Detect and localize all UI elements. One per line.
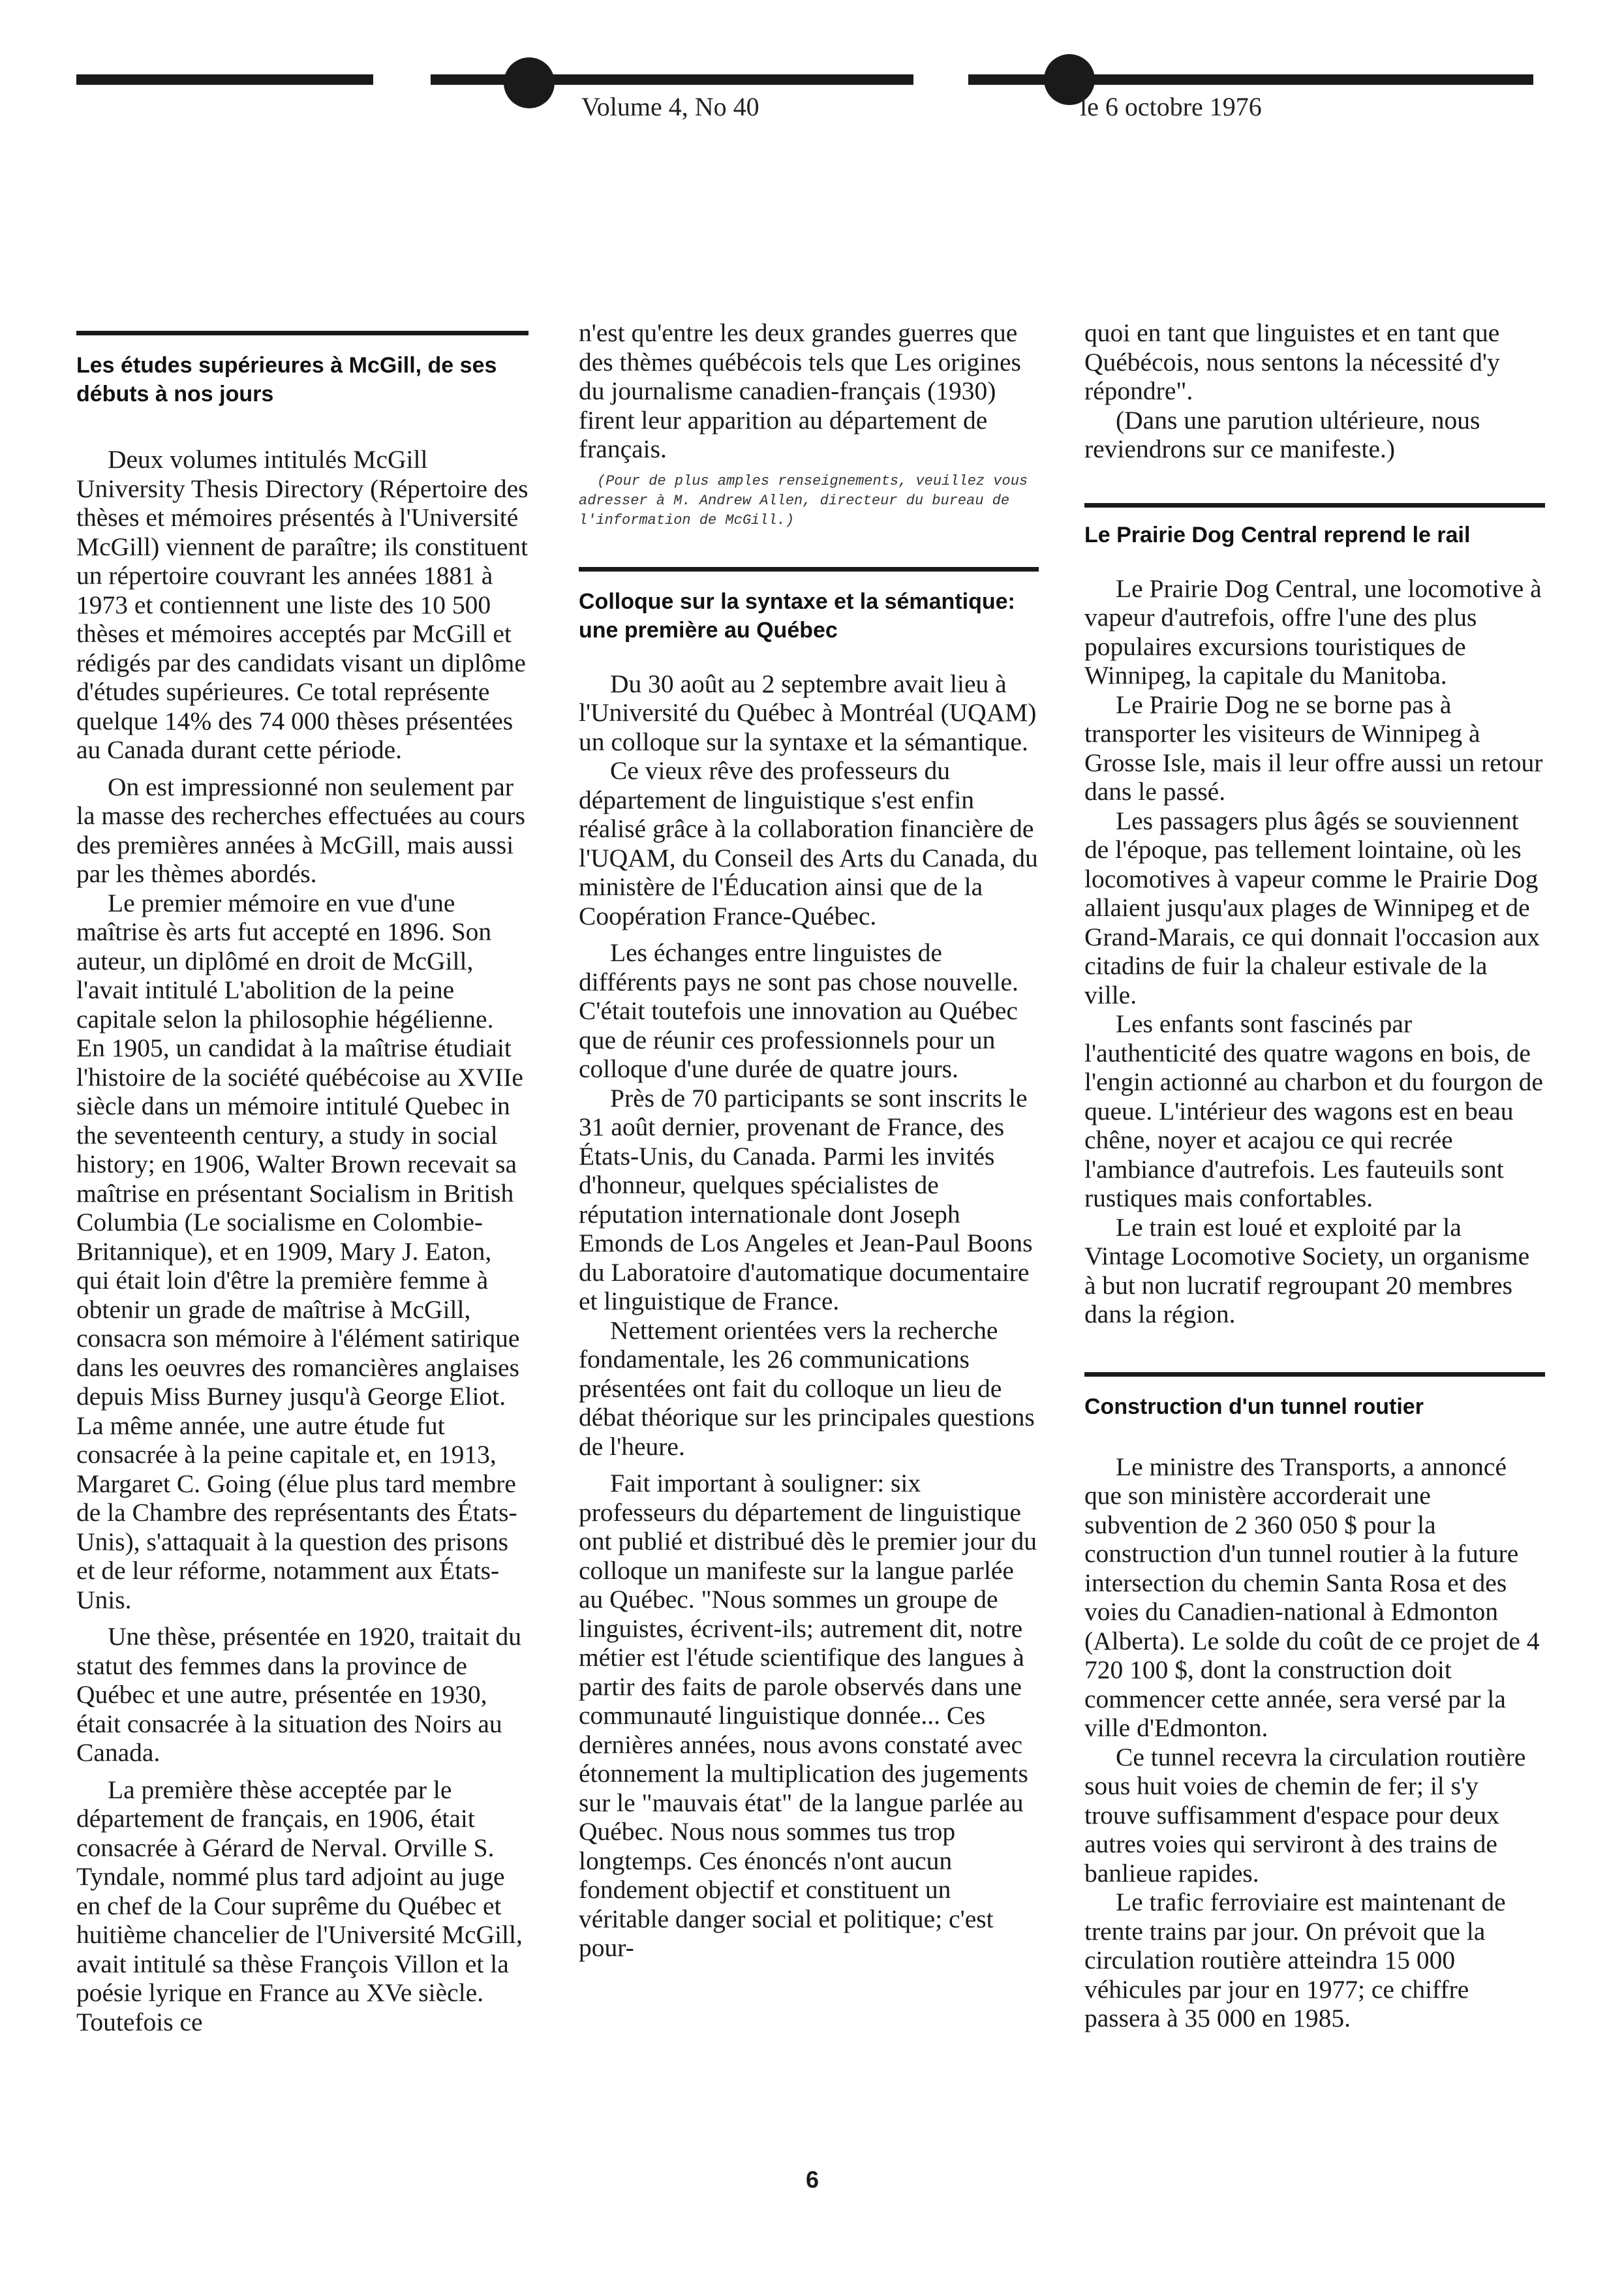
- paragraph: Les passagers plus âgés se souviennent de l'époque, pas tellement lointaine, où les locomotives à vapeur comme le Prairie Dog allaient jusqu'aux plages de Winnipeg et de Grand-Marais, ce qui donnait l'occasion aux citadins de fuir la chaleur estivale de la ville.: [1084, 806, 1540, 1009]
- paragraph: Le train est loué et exploité par la Vintage Locomotive Society, un organisme à but non lucratif regroupant 20 membres dans la région.: [1084, 1212, 1530, 1328]
- article-title-tunnel: Construction d'un tunnel routier: [1084, 1394, 1424, 1419]
- volume-number: Volume 4, No 40: [581, 92, 759, 121]
- paragraph: Deux volumes intitulés McGill University Thesis Directory (Répertoire des thèses et mémoires présentés à l'Université McGill) viennent de paraître; ils constituent un répertoire couvrant les années 1881 à 1973 et contiennent une liste des 10 500 thèses et mémoires acceptés par McGill et rédigés par des candidats visant un diplôme d'études supérieures. Ce total représente quelque 14% des 74 000 thèses présentées au Canada durant cette période.: [76, 445, 529, 764]
- paragraph: Près de 70 participants se sont inscrits le 31 août dernier, provenant de France, des États-Unis, du Canada. Parmi les invités d'honneur, quelques spécialistes de réputation internationale dont Joseph Emonds de Los Angeles et Jean-Paul Boons du Laboratoire d'automatique documentaire et linguistique de France.: [579, 1083, 1033, 1315]
- issue-date: le 6 octobre 1976: [1080, 92, 1262, 121]
- paragraph: Les échanges entre linguistes de différents pays ne sont pas chose nouvelle. C'était toutefois une innovation au Québec que de réunir ces professionnels pour un colloque d'une durée de quatre jours.: [579, 938, 1019, 1083]
- paragraph-continued: n'est qu'entre les deux grandes guerres que des thèmes québécois tels que Les origines du journalisme canadien-français (1930) firent leur apparition au département de français.: [579, 318, 1021, 463]
- header-rule-left: [76, 74, 373, 85]
- paragraph: Le Prairie Dog Central, une locomotive à vapeur d'autrefois, offre l'une des plus populaires excursions touristiques de Winnipeg, la capitale du Manitoba.: [1084, 574, 1542, 690]
- article-title-etudes: Les études supérieures à McGill, de ses débuts à nos jours: [76, 353, 497, 406]
- page-number: 6: [805, 2166, 820, 2193]
- header-rule-middle: [431, 74, 913, 85]
- article-rule: [1084, 503, 1545, 508]
- paragraph: Du 30 août au 2 septembre avait lieu à l'Université du Québec à Montréal (UQAM) un colloque sur la syntaxe et la sémantique.: [579, 669, 1037, 756]
- article-rule: [579, 567, 1039, 572]
- paragraph: Fait important à souligner: six professeurs du département de linguistique ont publié et distribué dès le premier jour du colloque un manifeste sur la langue parlée au Québec. "Nous sommes un groupe de linguistes, écrivent-ils; autrement dit, notre métier est l'étude scientifique des langues à partir des faits de parole observés dans une communauté linguistique donnée... Ces dernières années, nous avons constaté avec étonnement la multiplication des jugements sur le "mauvais état" de la langue parlée au Québec. Nous nous sommes tus trop longtemps. Ces énoncés n'ont aucun fondement objectif et constituent un véritable danger social et politique; c'est pour-: [579, 1469, 1037, 1962]
- paragraph: Une thèse, présentée en 1920, traitait du statut des femmes dans la province de Québec et une autre, présentée en 1930, était consacrée à la situation des Noirs au Canada.: [76, 1622, 521, 1767]
- article-rule: [76, 331, 529, 335]
- paragraph: Ce tunnel recevra la circulation routière sous huit voies de chemin de fer; il s'y trouve suffisamment d'espace pour deux autres voies qui serviront à des trains de banlieue rapides.: [1084, 1742, 1526, 1888]
- paragraph: (Dans une parution ultérieure, nous reviendrons sur ce manifeste.): [1084, 405, 1480, 463]
- article-title-prairie: Le Prairie Dog Central reprend le rail: [1084, 522, 1471, 547]
- article-rule: [1084, 1372, 1545, 1377]
- column-1: [76, 331, 529, 2044]
- paragraph: Les enfants sont fascinés par l'authenticité des quatre wagons en bois, de l'engin actionné au charbon et du fourgon de queue. L'intérieur des wagons est en beau chêne, noyer et acajou ce qui recrée l'ambiance d'autrefois. Les fauteuils sont rustiques mais confortables.: [1084, 1009, 1543, 1212]
- header-bullet-icon: [504, 57, 555, 108]
- paragraph: Le Prairie Dog ne se borne pas à transporter les visiteurs de Winnipeg à Grosse Isle, mais il leur offre aussi un retour dans le passé.: [1084, 690, 1543, 806]
- column-3: [1084, 318, 1545, 2041]
- paragraph: Ce vieux rêve des professeurs du département de linguistique s'est enfin réalisé grâce à la collaboration financière de l'UQAM, du Conseil des Arts du Canada, du ministère de l'Éducation ainsi que de la Coopération France-Québec.: [579, 756, 1038, 930]
- paragraph-continued: quoi en tant que linguistes et en tant que Québécois, nous sentons la nécessité d'y répondre".: [1084, 318, 1500, 405]
- column-2: [579, 318, 1039, 1970]
- paragraph: Le trafic ferroviaire est maintenant de trente trains par jour. On prévoit que la circulation routière atteindra 15 000 véhicules par jour en 1977; ce chiffre passera à 35 000 en 1985.: [1084, 1888, 1506, 2032]
- paragraph: La première thèse acceptée par le département de français, en 1906, était consacrée à Gérard de Nerval. Orville S. Tyndale, nommé plus tard adjoint au juge en chef de la Cour suprême du Québec et huitième chancelier de l'Université McGill, avait intitulé sa thèse François Villon et la poésie lyrique en France au XVe siècle. Toutefois ce: [76, 1775, 523, 2036]
- paragraph: On est impressionné non seulement par la masse des recherches effectuées au cours des premières années à McGill, mais aussi par les thèmes abordés.: [76, 772, 525, 888]
- info-note: (Pour de plus amples renseignements, veuillez vous adresser à M. Andrew Allen, directeur du bureau de l'information de McGill.): [579, 472, 1028, 528]
- article-title-colloque: Colloque sur la syntaxe et la sémantique: une première au Québec: [579, 589, 1015, 643]
- paragraph: Le premier mémoire en vue d'une maîtrise ès arts fut accepté en 1896. Son auteur, un diplômé en droit de McGill, l'avait intitulé L'abolition de la peine capitale selon la philosophie hégélienne. En 1905, un candidat à la maîtrise étudiait l'histoire de la société québécoise au XVIIe siècle dans un mémoire intitulé Quebec in the seventeenth century, a study in social history; en 1906, Walter Brown recevait sa maîtrise en présentant Socialism in British Columbia (Le socialisme en Colombie-Britannique), et en 1909, Mary J. Eaton, qui était loin d'être la première femme à obtenir un grade de maîtrise à McGill, consacra son mémoire à l'élément satirique dans les oeuvres des romancières anglaises depuis Miss Burney jusqu'à George Eliot. La même année, une autre étude fut consacrée à la peine capitale et, en 1913, Margaret C. Going (élue plus tard membre de la Chambre des représentants des États-Unis), s'attaquait à la question des prisons et de leur réforme, notamment aux États-Unis.: [76, 888, 523, 1614]
- paragraph: Nettement orientées vers la recherche fondamentale, les 26 communications présentées ont fait du colloque un lieu de débat théorique sur les principales questions de l'heure.: [579, 1315, 1035, 1461]
- paragraph: Le ministre des Transports, a annoncé que son ministère accorderait une subvention de 2 360 050 $ pour la construction d'un tunnel routier à la future intersection du chemin Santa Rosa et des voies du Canadien-national à Edmonton (Alberta). Le solde du coût de ce projet de 4 720 100 $, dont la construction doit commencer cette année, sera versé par la ville d'Edmonton.: [1084, 1452, 1540, 1742]
